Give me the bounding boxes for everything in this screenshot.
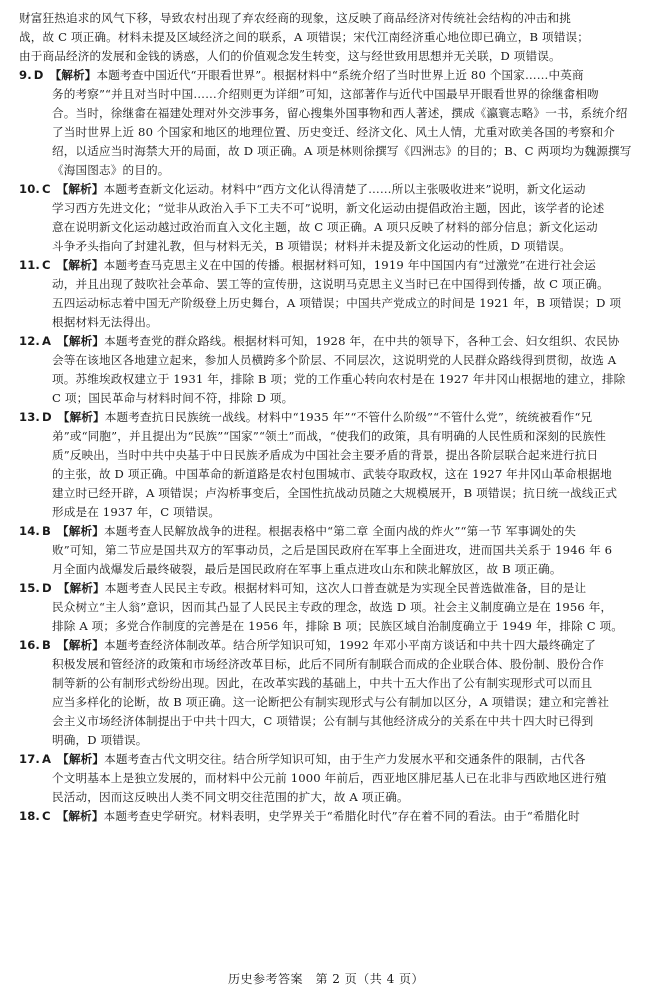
question-number: 18. <box>19 809 40 823</box>
answer-content <box>19 9 634 826</box>
answer-letter: B <box>42 524 51 538</box>
text-line <box>19 693 634 712</box>
analysis-tag: 【解析】 <box>57 524 104 538</box>
question-number: 14. <box>19 524 40 538</box>
question-number: 16. <box>19 638 40 652</box>
text-line <box>19 731 634 750</box>
question-first-line <box>19 408 634 427</box>
text-line <box>19 541 634 560</box>
text-line <box>19 769 634 788</box>
analysis-tag: 【解析】 <box>56 258 104 272</box>
line-text: 制等新的公有制形式纷纷出现。因此，在改革实践的基础上，中共十五大作出了公有制实现形式可以而且 <box>52 676 593 690</box>
text-line <box>19 370 634 389</box>
line-text: 败”可知，第二节应是国共双方的军事动员，之后是国民政府在军事上全面进攻，进而国共关系于 1946 年 6 <box>52 543 613 557</box>
answer-letter: C <box>42 182 51 196</box>
text-line <box>19 655 634 674</box>
text-line <box>19 788 634 807</box>
text-line <box>19 484 634 503</box>
line-text: 月全面内战爆发后最终破裂，最后是国民政府在军事上重点进攻山东和陕北解放区，故 B 项正确。 <box>52 562 562 576</box>
question-first-line <box>19 579 634 598</box>
analysis-tag: 【解析】 <box>57 334 105 348</box>
question-first-line <box>19 636 634 655</box>
text-line <box>19 598 634 617</box>
text-line <box>19 85 634 104</box>
text-line <box>19 351 634 370</box>
line-text: 本题考查人民解放战争的进程。根据表格中“第二章 全面内战的炸火”“第一节 军事调处的失 <box>103 524 577 538</box>
answer-letter: D <box>42 410 52 424</box>
line-text: 务的考察”“并且对当时中国……介绍则更为详细”可知，这部著作与近代中国最早开眼看世界的徐继畬相吻 <box>52 87 599 101</box>
line-text: 五四运动标志着中国无产阶级登上历史舞台，A 项错误；中国共产党成立的时间是 1921 年，B 项错误；D 项 <box>52 296 622 310</box>
line-text: 斗争矛头指向了封建礼教，但与材料无关，B 项错误；材料并未提及新文化运动的性质，D 项错误。 <box>52 239 572 253</box>
page-footer: 历史参考答案 第 2 页（共 4 页） <box>227 972 425 986</box>
line-text: 明确，D 项错误。 <box>52 733 148 747</box>
answer-letter: A <box>42 334 52 348</box>
text-line <box>19 294 634 313</box>
line-text: 合。当时，徐继畬在福建处理对外交涉事务，留心搜集外国事物和西人著述，撰成《瀛寰志略》一书，系统介绍 <box>52 106 628 120</box>
answer-letter: D <box>42 581 52 595</box>
line-text: 形成是在 1937 年，C 项错误。 <box>52 505 221 519</box>
analysis-tag: 【解析】 <box>57 638 104 652</box>
answer-letter: D <box>33 68 44 82</box>
text-line <box>19 142 634 161</box>
line-text: 本题考查中国近代“开眼看世界”。根据材料中“系统介绍了当时世界上近 80 个国家……中英商 <box>96 68 584 82</box>
line-text: 建立时已经开辟，A 项错误；卢沟桥事变后，全国性抗战动员随之大规模展开，B 项错误；抗日统一战线正式 <box>52 486 618 500</box>
line-text: 本题考查人民民主专政。根据材料可知，这次人口普查就是为实现全民普选做准备，目的是让 <box>104 581 587 595</box>
line-text: 的主张，故 D 项正确。中国革命的新道路是农村包围城市、武装夺取政权，这在 1927 年井冈山革命根据地 <box>52 467 612 481</box>
text-line <box>19 446 634 465</box>
answer-letter: C <box>42 809 51 823</box>
line-text: 本题考查古代文明交往。结合所学知识可知，由于生产力发展水平和交通条件的限制，古代各 <box>104 752 586 766</box>
line-text: 个文明基本上是独立发展的，而材料中公元前 1000 年前后，西亚地区腓尼基人已在北非与西欧地区进行殖 <box>52 771 607 785</box>
line-text: 本题考查史学研究。材料表明，史学界关于“希腊化时代”存在着不同的看法。由于“希腊化时 <box>103 809 580 823</box>
line-text: C 项；国民革命与材料时间不符，排除 D 项。 <box>52 391 294 405</box>
line-text: 本题考查马克思主义在中国的传播。根据材料可知，1919 年中国国内有“过激党”在进行社会运 <box>103 258 597 272</box>
text-line <box>19 199 634 218</box>
analysis-tag: 【解析】 <box>49 68 97 82</box>
line-text: 本题考查新文化运动。材料中“西方文化认得清楚了……所以主张吸收进来”说明，新文化运动 <box>103 182 586 196</box>
line-text: 了当时世界上近 80 个国家和地区的地理位置、历史变迁、经济文化、风土人情，尤重对欧美各国的考察和介 <box>52 125 615 139</box>
text-line <box>19 427 634 446</box>
line-text: 民众树立“主人翁”意识，因而其凸显了人民民主专政的理念，故选 D 项。社会主义制度确立是在 1956 年， <box>52 600 613 614</box>
line-text: 意在说明新文化运动越过政治而直入文化主题，故 C 项正确。A 项只反映了材料的部分信息；新文化运动 <box>52 220 598 234</box>
question-number: 15. <box>19 581 40 595</box>
text-line: 由于商品经济的发展和金钱的诱惑，人们的价值观念发生转变，这与经世致用思想并无关联，D 项错误。 <box>19 49 561 63</box>
text-line <box>19 313 634 332</box>
line-text: 项。苏维埃政权建立于 1931 年，排除 B 项；党的工作重心转向农村是在 1927 年井冈山根据地的建立，排除 <box>52 372 626 386</box>
text-line <box>19 218 634 237</box>
line-text: 弟”或“同胞”，并且提出为“民族”“国家”“领土”而战，“使我们的政策，具有明确的人民性质和深刻的民族性 <box>52 429 607 443</box>
question-number: 10. <box>19 182 40 196</box>
question-number: 13. <box>19 410 40 424</box>
text-line <box>19 560 634 579</box>
text-line <box>19 104 634 123</box>
line-text: 会主义市场经济体制提出于中共十四大，C 项错误；公有制与其他经济成分的关系在中共十四大时已得到 <box>52 714 594 728</box>
text-line <box>19 465 634 484</box>
line-text: 本题考查经济体制改革。结合所学知识可知，1992 年邓小平南方谈话和中共十四大最终确定了 <box>103 638 596 652</box>
analysis-tag: 【解析】 <box>56 809 104 823</box>
question-first-line <box>19 807 634 826</box>
text-line: 财富狂热追求的风气下移，导致农村出现了弃农经商的现象，这反映了商品经济对传统社会结构的冲击和挑 <box>19 11 571 25</box>
line-text: 绍，以适应当时海禁大开的局面，故 D 项正确。A 项是林则徐撰写《四洲志》的目的；B、C 两项均为魏源撰写 <box>52 144 632 158</box>
answer-letter: A <box>42 752 52 766</box>
text-line <box>19 503 634 522</box>
question-number: 17. <box>19 752 40 766</box>
text-line <box>19 674 634 693</box>
text-line <box>19 237 634 256</box>
line-text: 排除 A 项；多党合作制度的完善是在 1956 年，排除 B 项；民族区域自治制度确立于 1949 年，排除 C 项。 <box>52 619 624 633</box>
analysis-tag: 【解析】 <box>57 410 105 424</box>
answer-letter: C <box>42 258 51 272</box>
text-line <box>19 123 634 142</box>
analysis-tag: 【解析】 <box>56 182 104 196</box>
line-text: 积极发展和管经济的政策和市场经济改革目标，此后不同所有制联合而成的企业联合体、股份制、股份合作 <box>52 657 604 671</box>
text-line <box>19 275 634 294</box>
text-line <box>19 161 634 180</box>
analysis-tag: 【解析】 <box>57 581 105 595</box>
question-first-line <box>19 522 634 541</box>
line-text: 会等在该地区各地建立起来，参加人员横跨多个阶层、不同层次，这说明党的人民群众路线得到贯彻，故选 A <box>52 353 617 367</box>
line-text: 本题考查党的群众路线。根据材料可知，1928 年，在中共的领导下，各种工会、妇女组织、农民协 <box>104 334 620 348</box>
question-number: 9. <box>19 68 32 82</box>
question-number: 11. <box>19 258 40 272</box>
answer-letter: B <box>42 638 51 652</box>
question-number: 12. <box>19 334 40 348</box>
question-first-line <box>19 180 634 199</box>
text-line: 战，故 C 项正确。材料未提及区域经济之间的联系，A 项错误；宋代江南经济重心地位即已确立，B 项错误； <box>19 30 590 44</box>
line-text: 根据材料无法得出。 <box>52 315 158 329</box>
line-text: 《海国图志》的目的。 <box>52 163 170 177</box>
line-text: 质”反映出，当时中共中央基于中日民族矛盾成为中国社会主要矛盾的背景，提出各阶层联合起来进行抗日 <box>52 448 599 462</box>
text-line <box>19 617 634 636</box>
line-text: 学习西方先进文化；“觉非从政治入手下工夫不可”说明，新文化运动由提倡政治主题，因此，该学者的论述 <box>52 201 605 215</box>
line-text: 民活动，因而这反映出人类不同文明交往范围的扩大，故 A 项正确。 <box>52 790 409 804</box>
line-text: 本题考查抗日民族统一战线。材料中“1935 年”“不管什么阶级”“不管什么党”，统统被看作“兄 <box>104 410 593 424</box>
analysis-tag: 【解析】 <box>57 752 105 766</box>
line-text: 应当多样化的论断，故 B 项正确。这一论断把公有制实现形式与公有制加以区分，A 项错误；建立和完善社 <box>52 695 610 709</box>
text-line <box>19 389 634 408</box>
question-first-line <box>19 256 634 275</box>
line-text: 动，并且出现了鼓吹社会革命、罢工等的宣传册，这说明马克思主义当时已在中国得到传播，故 C 项正确。 <box>52 277 609 291</box>
question-first-line <box>19 332 634 351</box>
text-line <box>19 712 634 731</box>
question-first-line <box>19 66 634 85</box>
question-first-line <box>19 750 634 769</box>
